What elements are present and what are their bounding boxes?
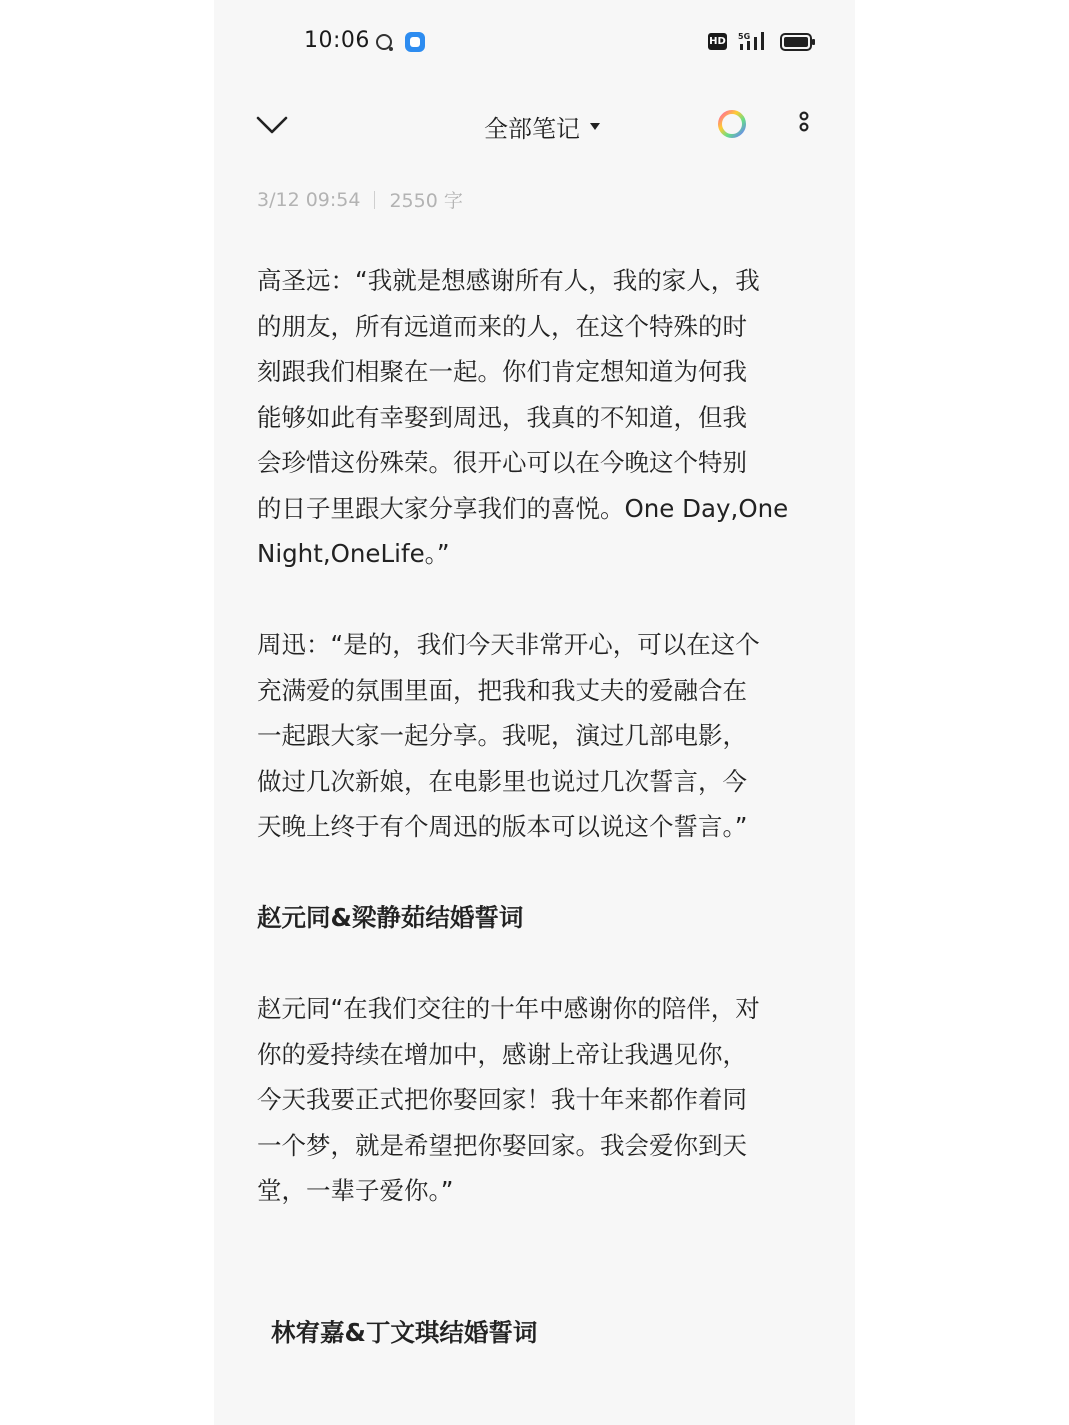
caret-down-icon: [590, 123, 600, 130]
status-time: 10:06: [304, 28, 370, 53]
note-word-count: 2550 字: [389, 190, 463, 212]
note-datetime: 3/12 09:54: [257, 188, 361, 211]
phone-screen: [214, 0, 855, 1425]
note-meta: [257, 186, 463, 213]
note-heading: 赵元同&梁静茹结婚誓词: [257, 903, 524, 932]
note-body[interactable]: [257, 258, 817, 1259]
note-paragraph: 赵元同“在我们交往的十年中感谢你的陪伴，对 你的爱持续在增加中，感谢上帝让我遇见你， 今天我要正式把你娶回家！我十年来都作着同 一个梦，就是希望把你娶回家。我会爱你到天 堂，一辈子爱你。”: [257, 994, 760, 1205]
status-bar: [214, 0, 855, 84]
color-ring-icon[interactable]: [716, 108, 748, 140]
network-label: 5G: [738, 32, 751, 41]
signal-icon: [736, 30, 772, 52]
more-vertical-icon[interactable]: [796, 110, 812, 142]
chat-bubble-icon: [374, 32, 396, 54]
note-heading: 林宥嘉&丁文琪结婚誓词: [271, 1318, 538, 1347]
note-paragraph: 高圣远：“我就是想感谢所有人，我的家人，我 的朋友，所有远道而来的人，在这个特殊的时 刻跟我们相聚在一起。你们肯定想知道为何我 能够如此有幸娶到周迅，我真的不知道，但我 会珍惜这份殊荣。很开心可以在今晚这个特别 的日子里跟大家分享我们的喜悦。One Day,One Night,OneLife。”: [257, 266, 789, 568]
battery-icon: [780, 33, 816, 51]
folder-label: 全部笔记: [484, 114, 580, 143]
hd-badge: HD: [708, 33, 727, 50]
folder-selector[interactable]: [484, 108, 600, 144]
note-header: [214, 96, 855, 156]
app-notification-icon: [404, 31, 426, 53]
meta-divider: [374, 191, 375, 209]
note-paragraph: 周迅：“是的，我们今天非常开心，可以在这个 充满爱的氛围里面，把我和我丈夫的爱融合在 一起跟大家一起分享。我呢，演过几部电影， 做过几次新娘，在电影里也说过几次誓言，今 天晚上终于有个周迅的版本可以说这个誓言。”: [257, 630, 760, 841]
chevron-down-icon[interactable]: [254, 110, 290, 140]
